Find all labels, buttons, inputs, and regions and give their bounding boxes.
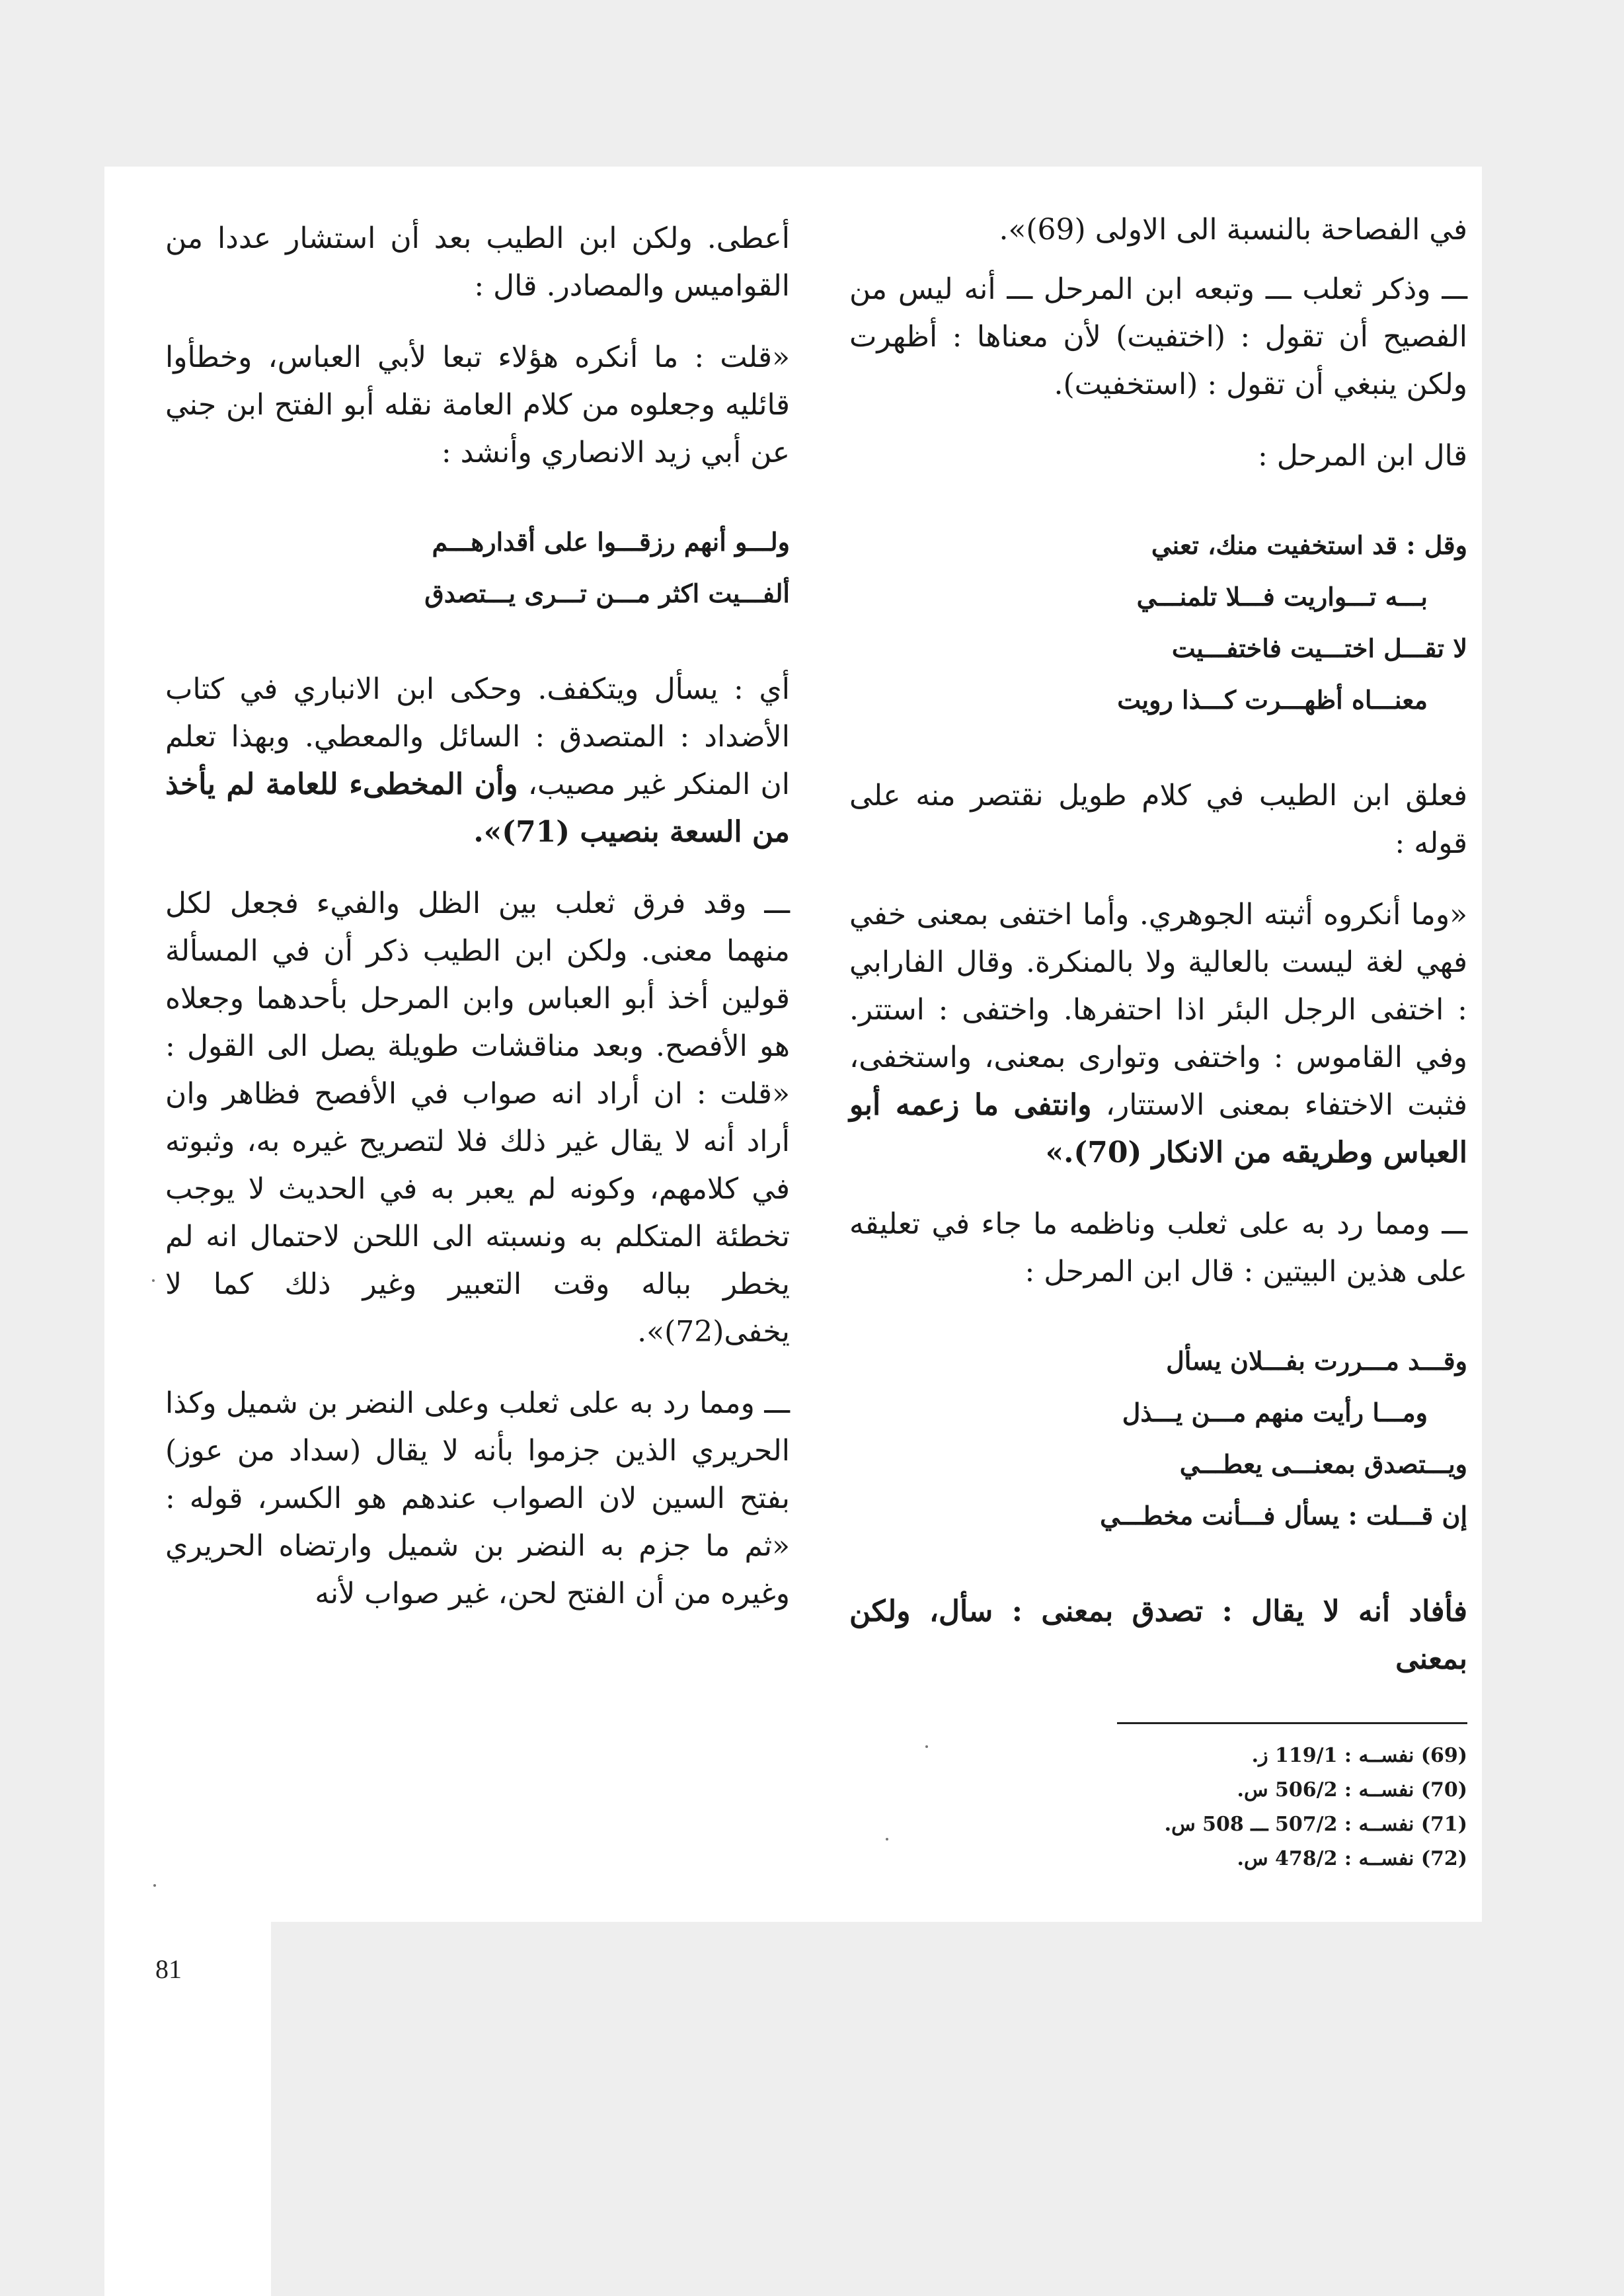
margin-strip [104,1922,271,2296]
verse-line: لا تقـــل اختـــيت فاختفـــيت [1171,633,1467,663]
paragraph-with-emphasis [849,891,1467,1177]
paragraph: ـــ وذكر ثعلب ـــ وتبعه ابن المرحل ـــ أنه ليس من الفصيح أن تقول : (اختفيت) لأن معناها : أظهرت ولكن ينبغي أن تقول : (استخفيت). [849,272,1467,401]
scan-speck [153,1884,156,1887]
verse-line: معنـــاه أظهـــرت كـــذا رويت [1117,685,1428,715]
verse-line: ويـــتصدق بمعنـــى يعطـــي [1179,1449,1467,1479]
paragraph: ـــ وقد فرق ثعلب بين الظل والفيء فجعل لكل منهما معنى. ولكن ابن الطيب ذكر أن في المسألة قولين أخذ أبو العباس وابن المرحل بأحدهما وجعلاه هو الأفصح. وبعد مناقشات طويلة يصل الى القول : «قلت : ان أراد انه صواب في الأفصح فظاهر وان أراد أنه لا يقال غير ذلك فلا لتصريح غيره به، وثبوته في كلامهم، وكونه لم يعبر به في الحديث لا يوجب تخطئة المتكلم به ونسبته الى اللحن لاحتمال انه لم يخطر بباله وقت التعبير وغير ذلك كما لا يخفى(72)». [165,887,791,1349]
verse-line: ومـــا رأيت منهم مـــن يـــذل [1122,1398,1428,1427]
paragraph: ـــ ومما رد به على ثعلب وعلى النضر بن شميل وكذا الحريري الذين جزموا بأنه لا يقال (سداد من عوز) بفتح السين لان الصواب عندهم هو الكسر، قوله : «ثم ما جزم به النضر بن شميل وارتضاه الحريري وغيره من أن الفتح لحن، غير صواب لأنه [165,1386,790,1610]
paragraph-with-emphasis [165,666,790,856]
paragraph-text: «وما أنكروه أثبته الجوهري. وأما اختفى بمعنى خفي فهي لغة ليست بالعالية ولا بالمنكرة. وقال الفارابي : اختفى الرجل البئر اذا احتفرها. واختفى : استتر. وفي القاموس : واختفى وتوارى بمعنى، واستخفى، فثبت الاختفاء بمعنى الاستتار، [849,898,1468,1122]
verse-line: ولـــو أنهم رزقـــوا على أقدارهـــم [432,527,790,557]
verse-block [849,1335,1467,1542]
paragraph: فأفاد أنه لا يقال : تصدق بمعنى : سأل، ولكن بمعنى [849,1595,1467,1676]
paragraph: «قلت : ما أنكره هؤلاء تبعا لأبي العباس، وخطأوا قائليه وجعلوه من كلام العامة نقله أبو الفتح ابن جني عن أبي زيد الانصاري وأنشد : [165,340,790,469]
verse-block [849,520,1467,726]
paragraph: فعلق ابن الطيب في كلام طويل نقتصر منه على قوله : [849,779,1467,860]
footnote: (69) نفســه : 119/1 ز. [1251,1744,1467,1767]
page-number: 81 [155,1954,182,1984]
verse-line: وقل : قد استخفيت منك، تعني [1151,530,1467,560]
paragraph-text: أي : يسأل ويتكفف. وحكى ابن الانباري في كتاب الأضداد : المتصدق : السائل والمعطي. وبهذا تعلم ان المنكر غير مصيب، [165,672,790,801]
verse-line: وقـــد مـــررت بفـــلان يسأل [1166,1346,1467,1376]
verse-block [165,516,790,619]
verse-line: إن قـــلت : يسأل فـــأنت مخطـــي [1100,1501,1467,1530]
footnotes [1117,1722,1467,1876]
emphasis-text: وأن المخطىء للعامة لم يأخذ من السعة بنصيب (71)». [165,768,790,849]
verse-line: بـــه تـــواريت فـــلا تلمنـــي [1136,582,1428,612]
paragraph: أعطى. ولكن ابن الطيب بعد أن استشار عددا من القواميس والمصادر. قال : [165,221,790,303]
footnote: (71) نفســه : 507/2 ـــ 508 س. [1164,1813,1467,1836]
right-column [849,206,1467,1707]
paragraph: قال ابن المرحل : [1257,439,1467,473]
verse-line: ألفـــيت اكثر مـــن تـــرى يـــتصدق [424,578,790,608]
emphasis-text: وانتفى ما زعمه أبو العباس وطريقه من الانكار (70).» [849,1088,1467,1169]
scan-speck [925,1745,928,1748]
paragraph: في الفصاحة بالنسبة الى الاولى (69)». [999,213,1467,247]
scan-speck [152,1279,155,1282]
footnote: (70) نفســه : 506/2 س. [1237,1778,1467,1801]
scan-speck [886,1838,888,1841]
footnote: (72) نفســه : 478/2 س. [1237,1847,1467,1870]
left-column [165,215,790,1642]
paragraph: ـــ ومما رد به على ثعلب وناظمه ما جاء في تعليقه على هذين البيتين : قال ابن المرحل : [849,1207,1467,1288]
